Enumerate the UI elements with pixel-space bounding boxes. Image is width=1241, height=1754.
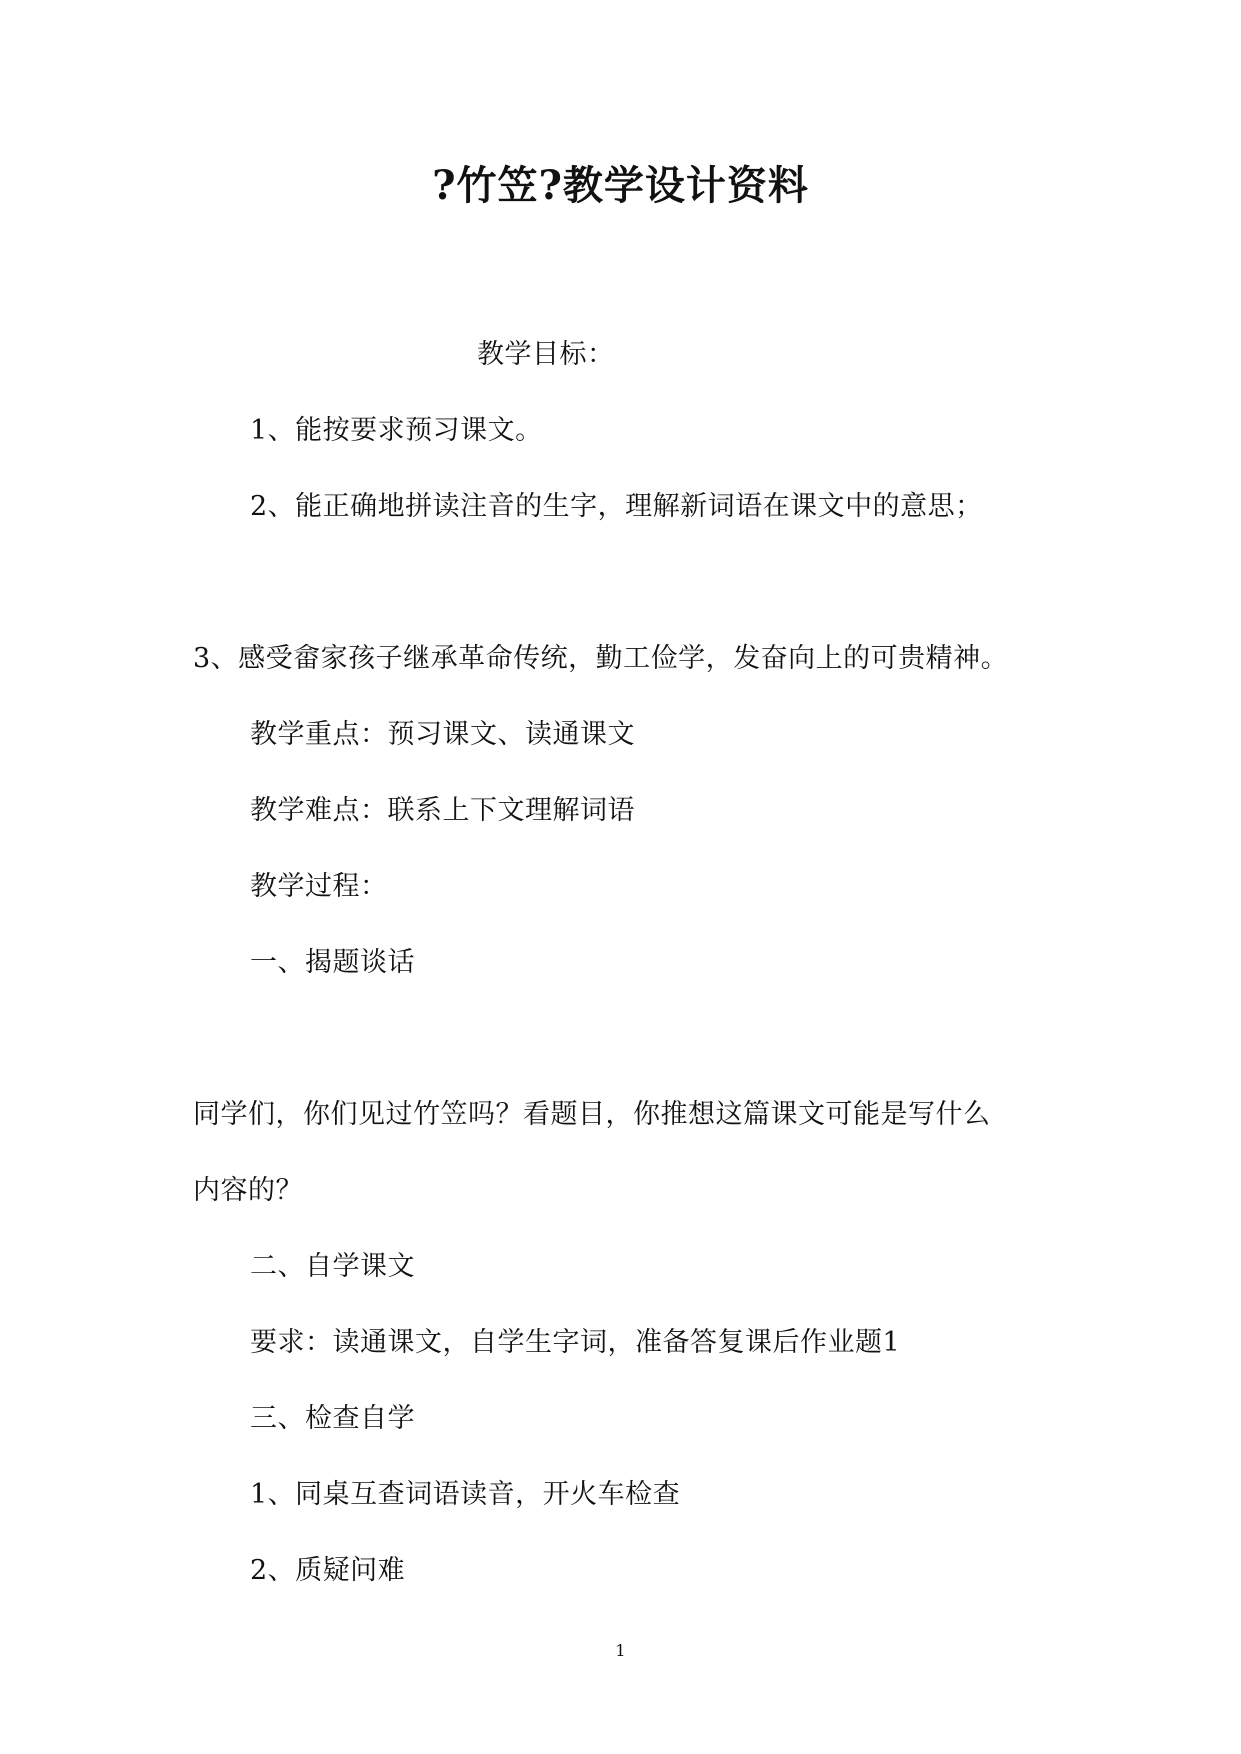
section-2-requirement: 要求：读通课文，自学生字词，准备答复课后作业题1 <box>250 1327 901 1358</box>
page-number: 1 <box>615 1641 626 1660</box>
objectives-heading: 教学目标： <box>477 339 615 370</box>
section-3-item-1: 1、同桌互查词语读音，开火车检查 <box>250 1479 681 1510</box>
section-3-item-2: 2、质疑问难 <box>250 1555 406 1586</box>
section-3-heading: 三、检查自学 <box>250 1403 415 1434</box>
difficult-points: 教学难点：联系上下文理解词语 <box>250 795 635 826</box>
objective-3: 3、感受畲家孩子继承革命传统，勤工俭学，发奋向上的可贵精神。 <box>193 643 1009 674</box>
document-title: ?竹笠?教学设计资料 <box>432 162 809 209</box>
objective-2: 2、能正确地拼读注音的生字，理解新词语在课文中的意思； <box>250 491 983 522</box>
key-points: 教学重点：预习课文、读通课文 <box>250 719 635 750</box>
process-heading: 教学过程： <box>250 871 388 902</box>
section-1-heading: 一、揭题谈话 <box>250 947 415 978</box>
intro-paragraph-line-1: 同学们，你们见过竹笠吗？看题目，你推想这篇课文可能是写什么 <box>193 1099 991 1130</box>
objective-1: 1、能按要求预习课文。 <box>250 415 543 446</box>
section-2-heading: 二、自学课文 <box>250 1251 415 1282</box>
intro-paragraph-line-2: 内容的？ <box>193 1175 303 1206</box>
